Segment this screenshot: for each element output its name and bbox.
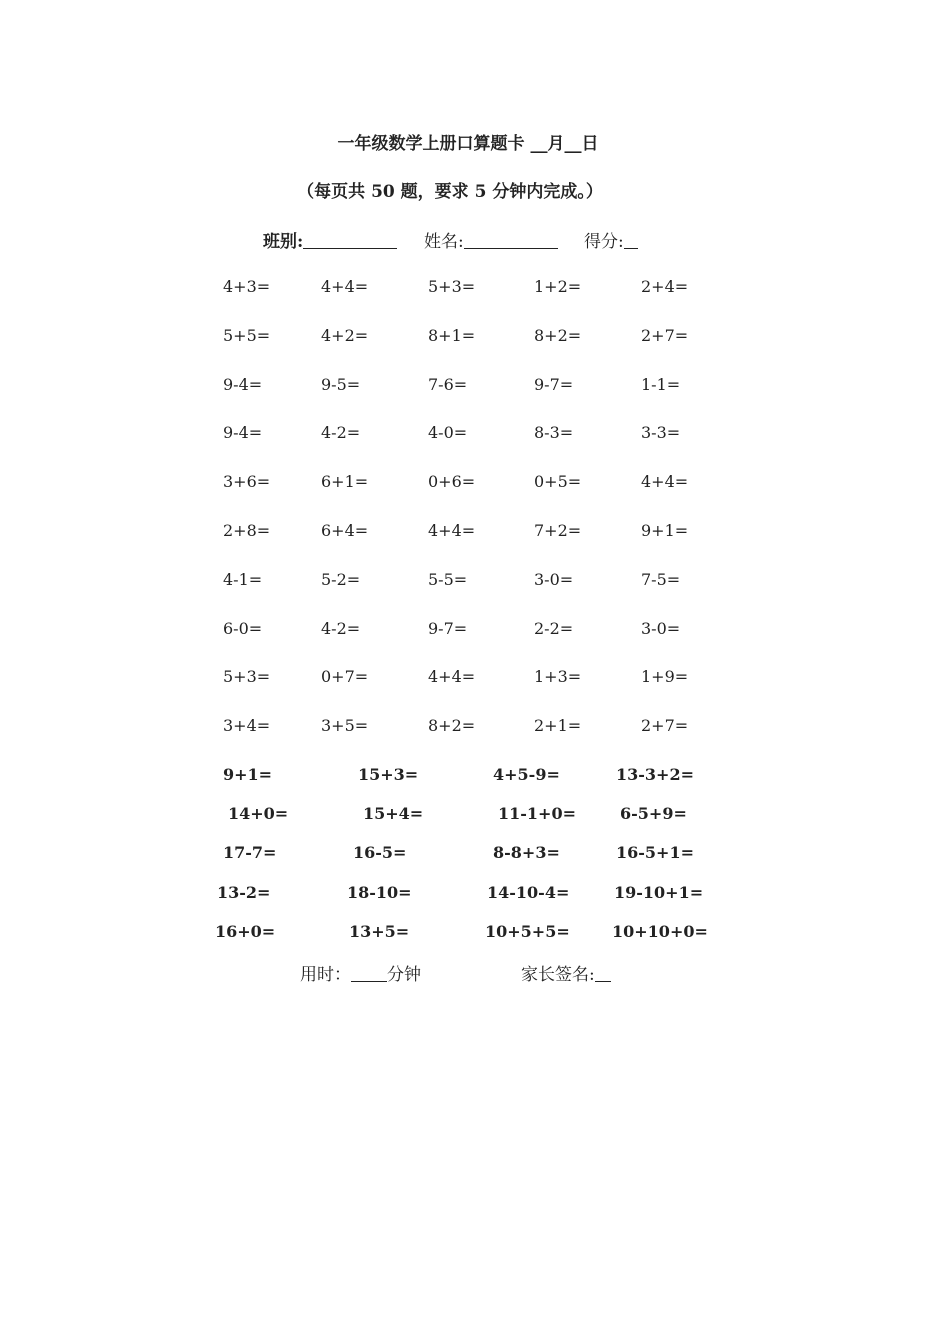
- problem: 9-7=: [428, 618, 468, 638]
- problem: 5+5=: [223, 325, 271, 345]
- problem: 14-10-4=: [487, 882, 570, 902]
- problem: 0+6=: [428, 472, 476, 492]
- problem: 2+1=: [534, 716, 582, 736]
- page-title: 一年级数学上册口算题卡 __月__日: [337, 134, 599, 154]
- problem: 13+5=: [349, 921, 410, 941]
- problem: 1-1=: [641, 374, 681, 394]
- problem: 3+5=: [321, 716, 369, 736]
- problem: 3-0=: [534, 569, 574, 589]
- problem: 8-3=: [534, 423, 574, 443]
- problem: 2+7=: [641, 325, 689, 345]
- problem: 4-2=: [321, 618, 361, 638]
- problem: 2+4=: [641, 277, 689, 296]
- problem: 8+1=: [428, 325, 476, 345]
- problem: 15+3=: [358, 765, 419, 784]
- name-blank: [464, 232, 558, 249]
- score-blank: [624, 232, 638, 249]
- score-label: 得分:: [584, 232, 624, 252]
- problem: 16+0=: [215, 921, 276, 941]
- problem: 6+4=: [321, 521, 369, 540]
- parent-signature-blank: [595, 965, 611, 982]
- problem: 14+0=: [228, 804, 289, 824]
- problem: 4+5-9=: [493, 765, 560, 784]
- time-unit: 分钟: [387, 965, 421, 985]
- parent-signature-label: 家长签名:: [521, 965, 595, 985]
- page-subtitle: （每页共 50 题，要求 5 分钟内完成。）: [297, 182, 603, 202]
- parent-signature-field: [521, 960, 611, 985]
- problem: 4-2=: [321, 423, 361, 443]
- name-field: [424, 227, 558, 252]
- problem: 5-2=: [321, 569, 361, 589]
- problem: 6-5+9=: [620, 804, 687, 824]
- problem: 9-5=: [321, 374, 361, 394]
- problem: 9-4=: [223, 423, 263, 443]
- problem: 4-0=: [428, 423, 468, 443]
- class-blank: [303, 232, 397, 249]
- problem: 18-10=: [347, 882, 412, 902]
- problem: 3+6=: [223, 472, 271, 492]
- problem: 4+4=: [641, 472, 689, 492]
- problem: 4+4=: [428, 521, 476, 540]
- problem: 5+3=: [428, 277, 476, 296]
- class-field: [263, 227, 397, 252]
- problem: 4+2=: [321, 325, 369, 345]
- problem: 7-6=: [428, 374, 468, 394]
- problem: 13-3+2=: [616, 765, 694, 784]
- score-field: [584, 227, 638, 252]
- problem: 4+3=: [223, 277, 271, 296]
- problem: 7-5=: [641, 569, 681, 589]
- time-label: 用时：: [300, 965, 351, 985]
- time-blank: [351, 965, 387, 982]
- class-label: 班别:: [263, 232, 304, 252]
- problem: 2-2=: [534, 618, 574, 638]
- problem: 17-7=: [223, 843, 277, 863]
- problem: 13-2=: [217, 882, 271, 902]
- problem: 10+10+0=: [612, 921, 708, 941]
- problem: 4+4=: [428, 667, 476, 687]
- problem: 10+5+5=: [485, 921, 570, 941]
- problem: 9+1=: [641, 521, 689, 540]
- problem: 15+4=: [363, 804, 424, 824]
- problem: 16-5=: [353, 843, 407, 863]
- problem: 9+1=: [223, 765, 273, 784]
- problem: 7+2=: [534, 521, 582, 540]
- problem: 9-7=: [534, 374, 574, 394]
- problem: 16-5+1=: [616, 843, 694, 863]
- name-label: 姓名:: [424, 232, 464, 252]
- time-field: [300, 960, 421, 985]
- problem: 19-10+1=: [614, 882, 704, 902]
- problem: 3+4=: [223, 716, 271, 736]
- problem: 8-8+3=: [493, 843, 560, 863]
- problem: 3-0=: [641, 618, 681, 638]
- problem: 0+5=: [534, 472, 582, 492]
- problem: 8+2=: [428, 716, 476, 736]
- problem: 8+2=: [534, 325, 582, 345]
- problem: 4+4=: [321, 277, 369, 296]
- problem: 2+7=: [641, 716, 689, 736]
- problem: 11-1+0=: [498, 804, 576, 824]
- problem: 6+1=: [321, 472, 369, 492]
- problem: 1+3=: [534, 667, 582, 687]
- problem: 5-5=: [428, 569, 468, 589]
- problem: 5+3=: [223, 667, 271, 687]
- problem: 9-4=: [223, 374, 263, 394]
- problem: 1+9=: [641, 667, 689, 687]
- problem: 2+8=: [223, 521, 271, 540]
- problem: 1+2=: [534, 277, 582, 296]
- problem: 6-0=: [223, 618, 263, 638]
- problem: 0+7=: [321, 667, 369, 687]
- problem: 3-3=: [641, 423, 681, 443]
- problem: 4-1=: [223, 569, 263, 589]
